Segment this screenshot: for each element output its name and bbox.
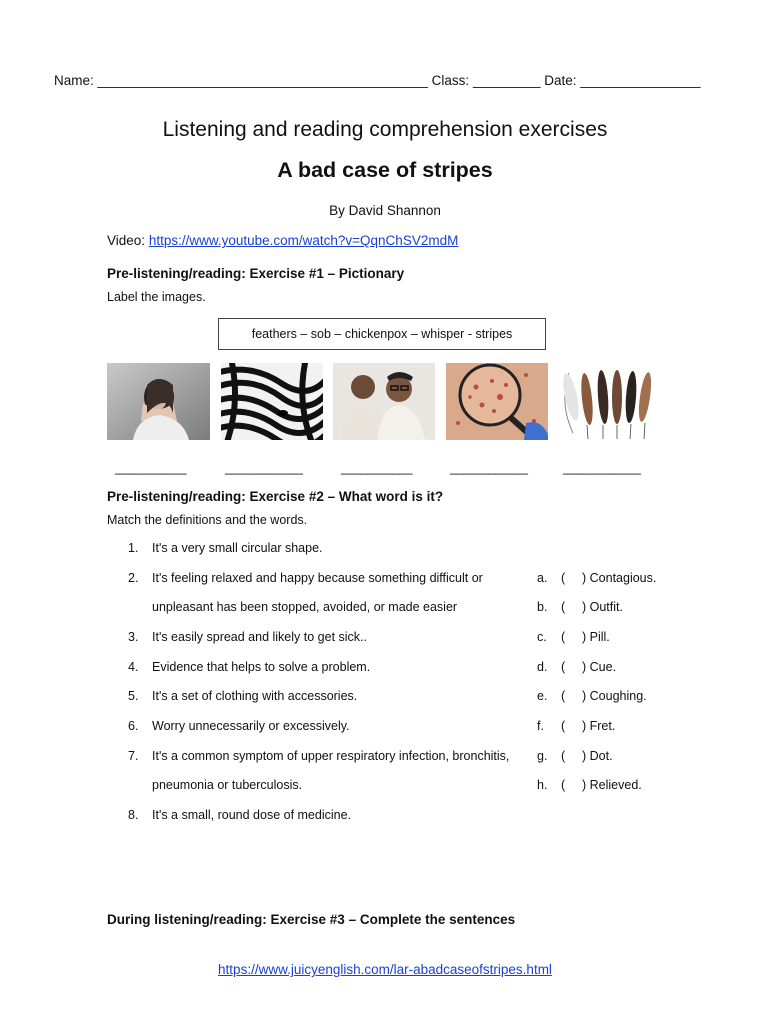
option-letter: d.: [537, 660, 548, 674]
name-label: Name:: [54, 73, 94, 88]
image-label-blank[interactable]: ___________: [341, 461, 412, 475]
definition-number: 5.: [128, 689, 139, 703]
class-label: Class:: [431, 73, 470, 88]
student-info-line: [54, 73, 700, 88]
date-label: Date:: [544, 73, 577, 88]
definition-text: Worry unnecessarily or excessively.: [152, 719, 350, 733]
definition-text: It's a small, round dose of medicine.: [152, 808, 352, 822]
video-label: Video:: [107, 233, 146, 248]
option-letter: h.: [537, 778, 548, 792]
image-label-blank[interactable]: ____________: [450, 461, 528, 475]
definition-text: It's a set of clothing with accessories.: [152, 689, 358, 703]
definition-number: 6.: [128, 719, 139, 733]
definition-number: 1.: [128, 541, 139, 555]
definition-text: It's a common symptom of upper respiratory infection, bronchitis,: [152, 749, 510, 763]
definition-text: It's feeling relaxed and happy because something difficult or: [152, 571, 483, 585]
definition-text: It's easily spread and likely to get sick..: [152, 630, 367, 644]
exercise1-heading: Pre-listening/reading: Exercise #1 – Pictionary: [107, 266, 405, 281]
option-letter: g.: [537, 749, 548, 763]
crying-woman-image: [107, 363, 210, 440]
exercise1-instruction: Label the images.: [107, 290, 206, 304]
answer-slot[interactable]: (: [561, 571, 566, 585]
answer-slot[interactable]: (: [561, 630, 566, 644]
definition-number: 4.: [128, 660, 139, 674]
definition-text-cont: pneumonia or tuberculosis.: [152, 778, 303, 792]
exercise2-heading: Pre-listening/reading: Exercise #2 – What word is it?: [107, 489, 444, 504]
definition-number: 8.: [128, 808, 139, 822]
whisper-image: [333, 363, 435, 440]
video-line: [107, 233, 458, 248]
definition-number: 3.: [128, 630, 139, 644]
exercise2-instruction: Match the definitions and the words.: [107, 513, 308, 527]
answer-slot[interactable]: (: [561, 719, 566, 733]
answer-slot[interactable]: (: [561, 778, 566, 792]
feathers-image: [557, 363, 659, 440]
image-label-blank[interactable]: ___________: [115, 461, 186, 475]
word-bank-box: feathers – sob – chickenpox – whisper - stripes: [218, 318, 546, 350]
image-label-blank[interactable]: ____________: [563, 461, 641, 475]
answer-slot[interactable]: (: [561, 749, 566, 763]
definition-text: It's a very small circular shape.: [152, 541, 323, 555]
exercise3-heading: During listening/reading: Exercise #3 – Complete the sentences: [107, 912, 516, 927]
chickenpox-skin-image: [446, 363, 548, 440]
option-word: ) Outfit.: [582, 600, 623, 614]
book-title: A bad case of stripes: [277, 158, 493, 182]
option-word: ) Contagious.: [582, 571, 657, 585]
video-link[interactable]: https://www.youtube.com/watch?v=QqnChSV2mdM: [148, 233, 459, 248]
definition-text-cont: unpleasant has been stopped, avoided, or made easier: [152, 600, 458, 614]
answer-slot[interactable]: (: [561, 600, 566, 614]
zebra-stripes-image: [221, 363, 323, 440]
option-letter: a.: [537, 571, 548, 585]
footer: [0, 962, 770, 977]
definition-number: 7.: [128, 749, 139, 763]
author-line: By David Shannon: [329, 203, 441, 218]
definition-text: Evidence that helps to solve a problem.: [152, 660, 371, 674]
answer-slot[interactable]: (: [561, 660, 566, 674]
class-blank[interactable]: _________: [472, 73, 541, 88]
option-word: ) Dot.: [582, 749, 613, 763]
option-word: ) Fret.: [582, 719, 616, 733]
option-letter: c.: [537, 630, 547, 644]
option-letter: b.: [537, 600, 548, 614]
option-word: ) Coughing.: [582, 689, 647, 703]
footer-link[interactable]: https://www.juicyenglish.com/lar-abadcaseofstripes.html: [218, 962, 552, 977]
option-word: ) Relieved.: [582, 778, 642, 792]
option-letter: f.: [537, 719, 544, 733]
option-word: ) Pill.: [582, 630, 610, 644]
page-title: Listening and reading comprehension exercises: [162, 118, 608, 141]
date-blank[interactable]: ________________: [580, 73, 701, 88]
image-label-blank[interactable]: ____________: [225, 461, 303, 475]
option-word: ) Cue.: [582, 660, 617, 674]
definition-number: 2.: [128, 571, 139, 585]
name-blank[interactable]: ____________________________________________: [97, 73, 428, 88]
answer-slot[interactable]: (: [561, 689, 566, 703]
option-letter: e.: [537, 689, 548, 703]
